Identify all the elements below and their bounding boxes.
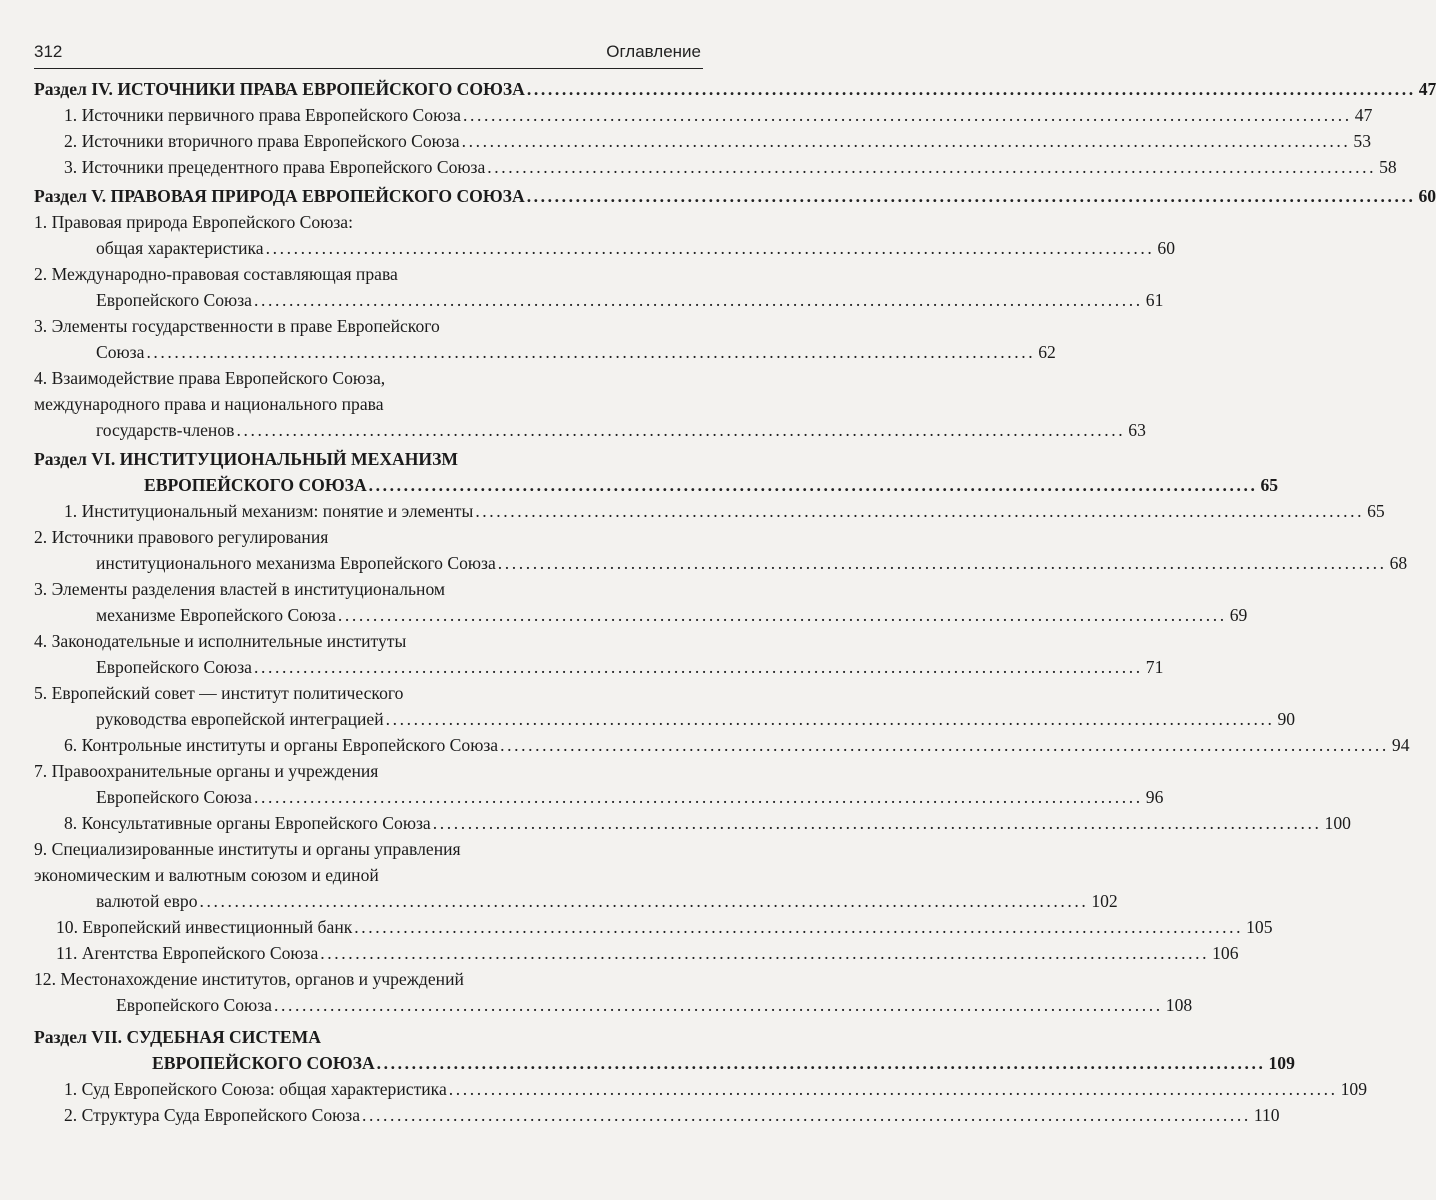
page-ref: 62 bbox=[1038, 342, 1056, 362]
page-ref: 102 bbox=[1091, 891, 1118, 911]
toc-entry-vi-12-line2[interactable] bbox=[34, 992, 1193, 1018]
entry-title-cont: общая характеристика bbox=[96, 238, 264, 258]
toc-entry-iv-1[interactable] bbox=[34, 102, 1373, 128]
toc-entry-v-4-line2[interactable] bbox=[34, 391, 703, 417]
entry-title-cont: международного права и национального права bbox=[34, 394, 384, 414]
entry-title-cont: Европейского Союза bbox=[116, 995, 272, 1015]
toc-entry-iv-3[interactable] bbox=[34, 154, 1397, 180]
dot-leader: ............................................................................................................................... bbox=[487, 157, 1377, 177]
dot-leader: ............................................................................................................................... bbox=[253, 290, 1143, 310]
dot-leader: ............................................................................................................................... bbox=[337, 605, 1227, 625]
toc-entry-vi-7-line2[interactable] bbox=[34, 784, 1164, 810]
toc-entry-v-2-line2[interactable] bbox=[34, 287, 1164, 313]
page-ref: 71 bbox=[1145, 657, 1164, 677]
dot-leader: ............................................................................................................................... bbox=[368, 475, 1258, 495]
header-rule bbox=[34, 68, 703, 69]
page-ref: 109 bbox=[1340, 1079, 1367, 1099]
running-head bbox=[34, 38, 703, 66]
entry-title: 2. Международно-правовая составляющая права bbox=[34, 264, 398, 284]
toc-section-iv[interactable] bbox=[34, 76, 1436, 102]
entry-title: 9. Специализированные институты и органы управления bbox=[34, 839, 461, 859]
dot-leader: ............................................................................................................................... bbox=[320, 943, 1210, 963]
entry-title-cont: Европейского Союза bbox=[96, 657, 252, 677]
dot-leader: ............................................................................................................................... bbox=[475, 501, 1365, 521]
toc-entry-vi-8[interactable] bbox=[34, 810, 1351, 836]
page-number: 312 bbox=[34, 42, 63, 61]
toc-entry-v-3-line1[interactable] bbox=[34, 313, 703, 339]
dot-leader: ............................................................................................................................... bbox=[253, 657, 1143, 677]
dot-leader: ............................................................................................................................... bbox=[461, 131, 1351, 151]
toc-entry-v-1-line2[interactable] bbox=[34, 235, 1176, 261]
page-ref: 68 bbox=[1389, 553, 1408, 573]
entry-title-cont: Европейского Союза bbox=[96, 290, 252, 310]
toc-entry-vi-2-line1[interactable] bbox=[34, 524, 703, 550]
page-ref: 69 bbox=[1229, 605, 1248, 625]
toc-entry-vi-9-line3[interactable] bbox=[34, 888, 1118, 914]
toc-entry-vi-3-line1[interactable] bbox=[34, 576, 703, 602]
entry-title: 4. Законодательные и исполнительные институты bbox=[34, 631, 407, 651]
toc-section-vii-line1[interactable] bbox=[34, 1024, 703, 1050]
entry-title: 1. Институциональный механизм: понятие и элементы bbox=[64, 501, 474, 521]
page-ref: 60 bbox=[1157, 238, 1176, 258]
dot-leader: ............................................................................................................................... bbox=[497, 553, 1387, 573]
dot-leader: ............................................................................................................................... bbox=[253, 787, 1143, 807]
entry-title: 1. Источники первичного права Европейского Союза bbox=[64, 105, 461, 125]
entry-title-cont: институционального механизма Европейского Союза bbox=[96, 553, 496, 573]
entry-title: 8. Консультативные органы Европейского Союза bbox=[64, 813, 431, 833]
entry-title-cont: валютой евро bbox=[96, 891, 198, 911]
entry-title: 3. Элементы государственности в праве Европейского bbox=[34, 316, 440, 336]
dot-leader: ............................................................................................................................... bbox=[500, 735, 1389, 755]
section-title: Раздел VII. СУДЕБНАЯ СИСТЕМА bbox=[34, 1027, 321, 1047]
dot-leader: ............................................................................................................................... bbox=[273, 995, 1163, 1015]
dot-leader: ............................................................................................................................... bbox=[448, 1079, 1338, 1099]
entry-title: 3. Элементы разделения властей в институциональном bbox=[34, 579, 446, 599]
toc-section-vi-line2[interactable] bbox=[34, 472, 1279, 498]
page-ref: 109 bbox=[1268, 1053, 1295, 1073]
book-page bbox=[34, 0, 1436, 1200]
entry-title: 2. Структура Суда Европейского Союза bbox=[64, 1105, 361, 1125]
dot-leader: ............................................................................................................................... bbox=[385, 709, 1275, 729]
toc-entry-v-3-line2[interactable] bbox=[34, 339, 1056, 365]
page-ref: 94 bbox=[1391, 735, 1410, 755]
entry-title: 7. Правоохранительные органы и учреждения bbox=[34, 761, 379, 781]
entry-title: 4. Взаимодействие права Европейского Союза, bbox=[34, 368, 386, 388]
dot-leader: ............................................................................................................................... bbox=[199, 891, 1089, 911]
toc-entry-vii-2[interactable] bbox=[34, 1102, 1280, 1128]
toc-entry-vi-5-line2[interactable] bbox=[34, 706, 1296, 732]
page-ref: 53 bbox=[1353, 131, 1371, 151]
page-ref: 58 bbox=[1379, 157, 1397, 177]
toc-entry-v-1-line1[interactable] bbox=[34, 209, 703, 235]
toc-entry-vi-9-line1[interactable] bbox=[34, 836, 703, 862]
section-title-cont: ЕВРОПЕЙСКОГО СОЮЗА bbox=[144, 475, 367, 495]
dot-leader: ............................................................................................................................... bbox=[362, 1105, 1251, 1125]
page-ref: 90 bbox=[1277, 709, 1296, 729]
table-of-contents bbox=[34, 76, 1436, 1128]
entry-title: 6. Контрольные институты и органы Европейского Союза bbox=[64, 735, 499, 755]
page-ref: 100 bbox=[1324, 813, 1351, 833]
dot-leader: ............................................................................................................................... bbox=[526, 79, 1416, 99]
toc-entry-vi-6[interactable] bbox=[34, 732, 1410, 758]
toc-entry-vii-1[interactable] bbox=[34, 1076, 1367, 1102]
page-ref: 63 bbox=[1128, 420, 1146, 440]
page-ref: 47 bbox=[1418, 79, 1436, 99]
dot-leader: ............................................................................................................................... bbox=[236, 420, 1126, 440]
toc-entry-vi-2-line2[interactable] bbox=[34, 550, 1408, 576]
page-ref: 110 bbox=[1253, 1105, 1280, 1125]
page-ref: 105 bbox=[1246, 917, 1273, 937]
entry-title: 12. Местонахождение институтов, органов и учреждений bbox=[34, 969, 464, 989]
entry-title: 1. Правовая природа Европейского Союза: bbox=[34, 212, 353, 232]
toc-entry-vi-3-line2[interactable] bbox=[34, 602, 1248, 628]
entry-title: 1. Суд Европейского Союза: общая характеристика bbox=[64, 1079, 447, 1099]
toc-entry-vi-4-line2[interactable] bbox=[34, 654, 1164, 680]
page-ref: 96 bbox=[1145, 787, 1164, 807]
page-ref: 65 bbox=[1260, 475, 1279, 495]
page-ref: 60 bbox=[1418, 186, 1436, 206]
section-title: Раздел V. ПРАВОВАЯ ПРИРОДА ЕВРОПЕЙСКОГО СОЮЗА bbox=[34, 186, 525, 206]
dot-leader: ............................................................................................................................... bbox=[146, 342, 1036, 362]
toc-entry-vi-12-line1[interactable] bbox=[34, 966, 703, 992]
toc-section-vii-line2[interactable] bbox=[34, 1050, 1295, 1076]
dot-leader: ............................................................................................................................... bbox=[432, 813, 1322, 833]
dot-leader: ............................................................................................................................... bbox=[462, 105, 1352, 125]
entry-title-cont: Европейского Союза bbox=[96, 787, 252, 807]
entry-title-cont: руководства европейской интеграцией bbox=[96, 709, 384, 729]
toc-entry-vi-5-line1[interactable] bbox=[34, 680, 703, 706]
page-ref: 61 bbox=[1145, 290, 1164, 310]
entry-title-cont: государств-членов bbox=[96, 420, 235, 440]
toc-section-v[interactable] bbox=[34, 183, 1436, 209]
entry-title-cont: механизме Европейского Союза bbox=[96, 605, 336, 625]
toc-entry-iv-2[interactable] bbox=[34, 128, 1371, 154]
toc-entry-v-2-line1[interactable] bbox=[34, 261, 703, 287]
toc-entry-vi-11[interactable] bbox=[34, 940, 1239, 966]
section-title: Раздел IV. ИСТОЧНИКИ ПРАВА ЕВРОПЕЙСКОГО СОЮЗА bbox=[34, 79, 525, 99]
dot-leader: ............................................................................................................................... bbox=[376, 1053, 1266, 1073]
section-title: Раздел VI. ИНСТИТУЦИОНАЛЬНЫЙ МЕХАНИЗМ bbox=[34, 449, 459, 469]
entry-title: 10. Европейский инвестиционный банк bbox=[56, 917, 353, 937]
entry-title: 3. Источники прецедентного права Европейского Союза bbox=[64, 157, 486, 177]
toc-entry-vi-1[interactable] bbox=[34, 498, 1385, 524]
toc-section-vi-line1[interactable] bbox=[34, 446, 703, 472]
dot-leader: ............................................................................................................................... bbox=[354, 917, 1244, 937]
entry-title: 2. Источники вторичного права Европейского Союза bbox=[64, 131, 460, 151]
running-head-title: Оглавление bbox=[606, 42, 701, 61]
entry-title-cont: экономическим и валютным союзом и единой bbox=[34, 865, 379, 885]
entry-title-cont: Союза bbox=[96, 342, 145, 362]
toc-entry-v-4-line3[interactable] bbox=[34, 417, 1146, 443]
page-ref: 108 bbox=[1165, 995, 1193, 1015]
page-ref: 106 bbox=[1212, 943, 1239, 963]
section-title-cont: ЕВРОПЕЙСКОГО СОЮЗА bbox=[152, 1053, 375, 1073]
dot-leader: ............................................................................................................................... bbox=[526, 186, 1416, 206]
page-ref: 47 bbox=[1354, 105, 1373, 125]
page-ref: 65 bbox=[1367, 501, 1385, 521]
entry-title: 11. Агентства Европейского Союза bbox=[56, 943, 319, 963]
toc-entry-vi-10[interactable] bbox=[34, 914, 1273, 940]
entry-title: 2. Источники правового регулирования bbox=[34, 527, 329, 547]
toc-entry-vi-7-line1[interactable] bbox=[34, 758, 703, 784]
entry-title: 5. Европейский совет — институт политического bbox=[34, 683, 404, 703]
dot-leader: ............................................................................................................................... bbox=[265, 238, 1155, 258]
toc-entry-vi-9-line2[interactable] bbox=[34, 862, 703, 888]
toc-entry-vi-4-line1[interactable] bbox=[34, 628, 703, 654]
toc-entry-v-4-line1[interactable] bbox=[34, 365, 703, 391]
